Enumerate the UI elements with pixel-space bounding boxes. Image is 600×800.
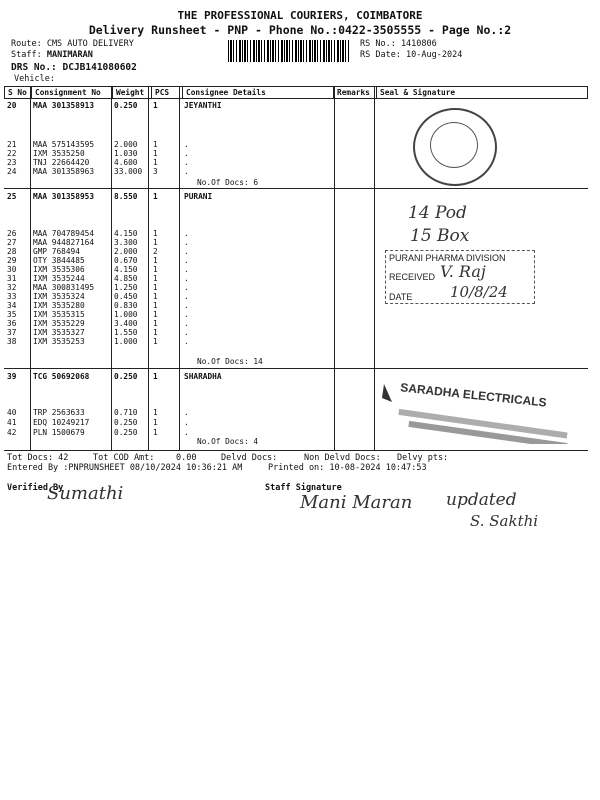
pcs: 1 (153, 292, 158, 301)
weight: 4.150 (114, 229, 138, 238)
weight: 0.250 (114, 372, 138, 381)
consignee-detail: . (184, 256, 189, 265)
consignee-detail: . (184, 265, 189, 274)
consignee-detail: . (184, 229, 189, 238)
consignee-detail: . (184, 292, 189, 301)
drs-label: DRS No.: (11, 62, 57, 73)
consignee-name: PURANI (184, 192, 213, 201)
pcs: 1 (153, 428, 158, 437)
printed-on: Printed on: 10-08-2024 10:47:53 (268, 463, 427, 473)
consignee-detail: . (184, 418, 189, 427)
consignment-no: IXM 3535244 (33, 274, 85, 283)
grid-line (148, 86, 149, 450)
consignment-no: EDQ 10249217 (33, 418, 90, 427)
consignee-detail: . (184, 408, 189, 417)
weight: 1.550 (114, 328, 138, 337)
pcs: 1 (153, 418, 158, 427)
pcs: 1 (153, 101, 158, 110)
consignee-detail: . (184, 140, 189, 149)
group-divider (4, 368, 588, 369)
consignee-detail: . (184, 158, 189, 167)
no-of-docs: No.Of Docs: 6 (197, 178, 259, 187)
no-of-docs: No.Of Docs: 4 (197, 437, 259, 446)
consignment-no: TRP 2563633 (33, 408, 85, 417)
pcs: 1 (153, 149, 158, 158)
round-seal-inner (430, 122, 478, 168)
total-cod-value: 0.00 (176, 453, 197, 463)
weight: 4.150 (114, 265, 138, 274)
col-consignee: Consignee Details (183, 87, 334, 99)
pcs: 1 (153, 192, 158, 201)
consignment-no: MAA 301358913 (33, 101, 95, 110)
handwritten-updated-by: S. Sakthi (470, 512, 539, 530)
weight: 1.030 (114, 149, 138, 158)
rs-number: RS No.: 1410806 (360, 39, 437, 49)
consignee-detail: . (184, 238, 189, 247)
consignee-detail: . (184, 319, 189, 328)
weight: 0.710 (114, 408, 138, 417)
weight: 0.250 (114, 418, 138, 427)
verified-by-label: Verified By (7, 483, 64, 493)
consignment-no: MAA 944827164 (33, 238, 95, 247)
pcs: 1 (153, 238, 158, 247)
consignment-no: PLN 1500679 (33, 428, 85, 437)
consignment-no: IXM 3535280 (33, 301, 85, 310)
staff-name: MANIMARAN (46, 50, 93, 60)
pcs: 1 (153, 265, 158, 274)
pcs: 1 (153, 408, 158, 417)
sno: 40 (7, 408, 17, 417)
pcs: 1 (153, 310, 158, 319)
consignee-name: JEYANTHI (184, 101, 222, 110)
table-bottom (4, 450, 588, 451)
weight: 33.000 (114, 167, 143, 176)
consignee-name: SHARADHA (184, 372, 222, 381)
grid-line (30, 86, 31, 450)
weight: 2.000 (114, 140, 138, 149)
consignee-detail: . (184, 337, 189, 346)
consignee-detail: . (184, 428, 189, 437)
sno: 41 (7, 418, 17, 427)
col-seal-signature: Seal & Signature (377, 87, 588, 99)
total-docs: Tot Docs: 42 (7, 453, 69, 463)
pcs: 1 (153, 283, 158, 292)
consignment-no: MAA 300831495 (33, 283, 95, 292)
weight: 3.400 (114, 319, 138, 328)
runsheet-table-header (4, 86, 588, 99)
col-weight: Weight (113, 87, 152, 99)
sno: 31 (7, 274, 17, 283)
group-divider (4, 188, 588, 189)
barcode (228, 40, 350, 62)
weight: 2.000 (114, 247, 138, 256)
sno: 25 (7, 192, 17, 201)
grid-line (111, 86, 112, 450)
consignment-no: IXM 3535327 (33, 328, 85, 337)
pcs: 1 (153, 140, 158, 149)
staff-signature-label: Staff Signature (265, 483, 342, 493)
consignee-detail: . (184, 167, 189, 176)
pcs: 1 (153, 337, 158, 346)
sno: 42 (7, 428, 17, 437)
sno: 20 (7, 101, 17, 110)
staff-signature: Mani Maran (300, 492, 413, 513)
consignment-no: TCG 50692068 (33, 372, 90, 381)
weight: 1.250 (114, 283, 138, 292)
consignment-no: MAA 575143595 (33, 140, 95, 149)
grid-line (334, 86, 335, 450)
col-sno: S No (5, 87, 32, 99)
pcs: 3 (153, 167, 158, 176)
sno: 32 (7, 283, 17, 292)
weight: 8.550 (114, 192, 138, 201)
col-remarks: Remarks (334, 87, 377, 99)
consignment-no: GMP 768494 (33, 247, 80, 256)
consignee-detail: . (184, 283, 189, 292)
weight: 3.300 (114, 238, 138, 247)
pcs: 1 (153, 328, 158, 337)
sno: 23 (7, 158, 17, 167)
sno: 38 (7, 337, 17, 346)
consignee-detail: . (184, 247, 189, 256)
runsheet-title: Delivery Runsheet - PNP - Phone No.:0422-3505555 - Page No.:2 (88, 23, 512, 37)
pcs: 1 (153, 158, 158, 167)
drs-number: DCJB141080602 (62, 62, 137, 73)
pcs: 1 (153, 256, 158, 265)
sno: 29 (7, 256, 17, 265)
consignee-detail: . (184, 301, 189, 310)
staff-label: Staff: (11, 50, 42, 60)
consignee-detail: . (184, 149, 189, 158)
stamp-date-label: DATE (389, 292, 413, 302)
rs-date: RS Date: 10-Aug-2024 (360, 50, 463, 60)
vehicle-label: Vehicle: (14, 74, 55, 84)
stamp-mark (382, 384, 392, 402)
sno: 33 (7, 292, 17, 301)
total-cod-label: Tot COD Amt: (93, 453, 155, 463)
consignment-no: IXM 3535306 (33, 265, 85, 274)
sno: 35 (7, 310, 17, 319)
route-label: Route: CMS AUTO DELIVERY (11, 39, 134, 49)
handwritten-updated: updated (446, 490, 517, 510)
weight: 4.600 (114, 158, 138, 167)
pcs: 2 (153, 247, 158, 256)
sno: 39 (7, 372, 17, 381)
sno: 26 (7, 229, 17, 238)
consignee-detail: . (184, 328, 189, 337)
handwritten-pod: 14 Pod (408, 203, 467, 223)
consignment-no: IXM 3535253 (33, 337, 85, 346)
sno: 37 (7, 328, 17, 337)
sno: 27 (7, 238, 17, 247)
weight: 0.830 (114, 301, 138, 310)
pcs: 1 (153, 301, 158, 310)
non-delivered-docs: Non Delvd Docs: (304, 453, 381, 463)
consignment-no: IXM 3535250 (33, 149, 85, 158)
consignment-no: MAA 704789454 (33, 229, 95, 238)
delivery-points: Delvy pts: (397, 453, 449, 463)
weight: 1.000 (114, 337, 138, 346)
consignment-no: OTY 3844485 (33, 256, 85, 265)
consignee-detail: . (184, 310, 189, 319)
pcs: 1 (153, 372, 158, 381)
drs-line (11, 62, 137, 73)
sno: 30 (7, 265, 17, 274)
grid-line (374, 86, 375, 450)
weight: 0.670 (114, 256, 138, 265)
weight: 0.250 (114, 101, 138, 110)
pcs: 1 (153, 274, 158, 283)
handwritten-received-name: V. Raj (440, 262, 486, 281)
entered-by: Entered By :PNPRUNSHEET 08/10/2024 10:36:21 AM (7, 463, 243, 473)
consignment-no: TNJ 22664420 (33, 158, 90, 167)
consignment-no: MAA 301358953 (33, 192, 95, 201)
sno: 28 (7, 247, 17, 256)
delivered-docs: Delvd Docs: (221, 453, 278, 463)
consignment-no: IXM 3535229 (33, 319, 85, 328)
electricals-stamp-name: SARADHA ELECTRICALS (399, 380, 548, 410)
sno: 36 (7, 319, 17, 328)
handwritten-box: 15 Box (410, 226, 470, 246)
stamp-purani-title: PURANI PHARMA DIVISION (389, 253, 506, 263)
company-name: THE PROFESSIONAL COURIERS, COIMBATORE (177, 9, 423, 22)
verifier-signature: Sumathi (47, 483, 124, 504)
staff-line (11, 50, 93, 60)
weight: 0.450 (114, 292, 138, 301)
stamp-received-label: RECEIVED (389, 272, 436, 282)
no-of-docs: No.Of Docs: 14 (197, 357, 263, 366)
sno: 34 (7, 301, 17, 310)
weight: 0.250 (114, 428, 138, 437)
sno: 24 (7, 167, 17, 176)
grid-line (179, 86, 180, 450)
consignment-no: IXM 3535324 (33, 292, 85, 301)
consignment-no: IXM 3535315 (33, 310, 85, 319)
col-consignment: Consignment No (32, 87, 113, 99)
col-pcs: PCS (152, 87, 183, 99)
sno: 22 (7, 149, 17, 158)
pcs: 1 (153, 319, 158, 328)
weight: 1.000 (114, 310, 138, 319)
consignee-detail: . (184, 274, 189, 283)
sno: 21 (7, 140, 17, 149)
consignment-no: MAA 301358963 (33, 167, 95, 176)
weight: 4.850 (114, 274, 138, 283)
pcs: 1 (153, 229, 158, 238)
handwritten-received-date: 10/8/24 (450, 283, 508, 301)
